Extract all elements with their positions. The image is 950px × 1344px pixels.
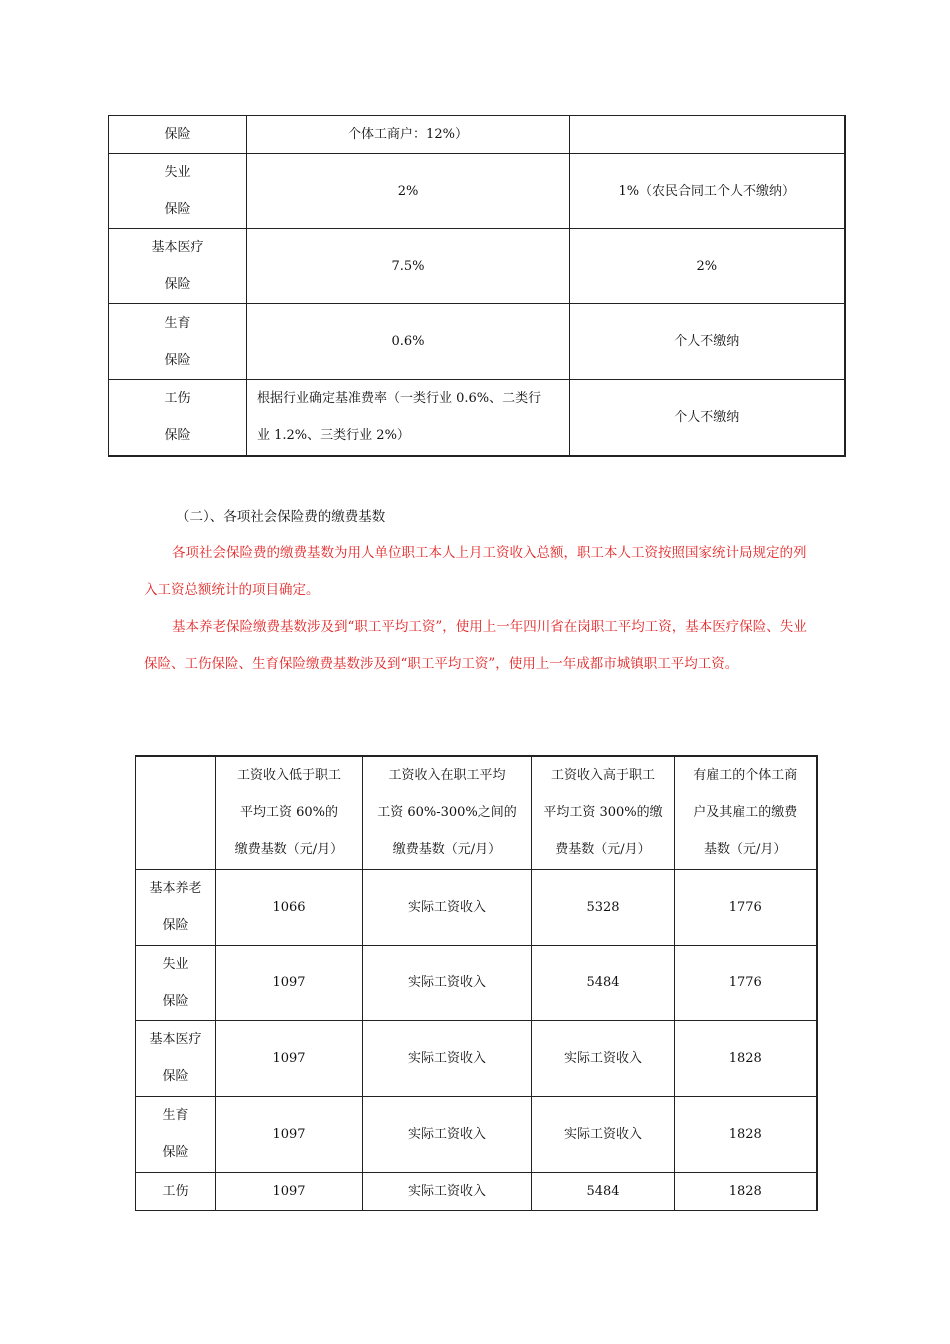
cell-text: 基本医疗 [149, 1032, 202, 1047]
table-row [136, 1020, 817, 1096]
value-cell: 实际工资收入 [363, 945, 532, 1020]
personal-rate-cell [570, 116, 845, 154]
value-cell: 1828 [675, 1172, 817, 1210]
cell-text: 失业 [162, 956, 189, 972]
cell-text: 个人不缴纳 [674, 409, 740, 425]
insurance-name-cell [109, 154, 247, 229]
header-text: 平均工资 300%的缴 [543, 805, 663, 821]
table-row [136, 1172, 817, 1210]
value-cell: 实际工资收入 [363, 1020, 532, 1096]
insurance-name-cell [136, 1020, 216, 1096]
cell-text: 失业 [164, 165, 191, 180]
personal-rate-cell [570, 154, 845, 229]
cell-text: 保险 [164, 277, 191, 292]
table-row [136, 1096, 817, 1172]
value-cell: 5328 [532, 869, 675, 945]
employer-rate-cell [247, 229, 570, 304]
cell-text: 2% [696, 258, 718, 274]
value-cell: 实际工资收入 [532, 1020, 675, 1096]
cell-text: 生育 [162, 1108, 189, 1123]
cell-text: 基本养老 [149, 881, 202, 896]
contribution-base-table [135, 755, 818, 1211]
header-text: 工资收入高于职工 [550, 768, 655, 784]
insurance-name-cell [109, 380, 247, 456]
insurance-name-cell [109, 229, 247, 304]
employer-rate-cell [247, 154, 570, 229]
cell-text: 保险 [164, 127, 191, 142]
cell-text: 工伤 [162, 1183, 189, 1199]
value-cell: 实际工资收入 [532, 1096, 675, 1172]
value-cell: 1828 [675, 1096, 817, 1172]
cell-text: 1%（农民合同工个人不缴纳） [618, 183, 796, 199]
personal-rate-cell [570, 304, 845, 380]
header-text: 工资 60%-300%之间的 [377, 805, 517, 821]
cell-text: 保险 [162, 1145, 189, 1160]
header-text: 基数（元/月） [704, 842, 787, 858]
header-cell [363, 756, 532, 869]
table-row [136, 945, 817, 1020]
header-text: 缴费基数（元/月） [392, 842, 502, 858]
header-text: 平均工资 60%的 [239, 805, 339, 821]
cell-text: 根据行业确定基准费率（一类行业 0.6%、二类行 [257, 391, 542, 407]
value-cell: 5484 [532, 945, 675, 1020]
contribution-rate-table [108, 115, 846, 457]
cell-text: 保险 [162, 993, 189, 1009]
personal-rate-cell [570, 229, 845, 304]
value-cell: 1828 [675, 1020, 817, 1096]
cell-text: 保险 [164, 202, 191, 217]
section-title: （二）、各项社会保险费的缴费基数 [176, 509, 386, 525]
employer-rate-cell [247, 380, 570, 456]
table-header-row [136, 756, 817, 869]
value-cell: 实际工资收入 [363, 869, 532, 945]
value-cell: 1097 [216, 1096, 363, 1172]
table-row [109, 380, 845, 456]
insurance-name-cell [109, 304, 247, 380]
header-cell [532, 756, 675, 869]
paragraph-average-wage: 基本养老保险缴费基数涉及到“职工平均工资”，使用上一年四川省在岗职工平均工资，基本医疗保险、失业保险、工伤保险、生育保险缴费基数涉及到“职工平均工资”，使用上一年成都市城镇职工平均工资。 [144, 619, 807, 672]
cell-text: 2% [397, 183, 419, 199]
cell-text: 个体工商户：12%） [348, 127, 468, 142]
header-cell [675, 756, 817, 869]
table-row [109, 116, 845, 154]
value-cell: 实际工资收入 [363, 1172, 532, 1210]
header-text: 户及其雇工的缴费 [693, 805, 798, 821]
table-row [136, 869, 817, 945]
employer-rate-cell [247, 304, 570, 380]
table-row [109, 229, 845, 304]
value-cell: 1776 [675, 945, 817, 1020]
header-text: 费基数（元/月） [555, 842, 651, 858]
insurance-name-cell [136, 945, 216, 1020]
cell-text: 保险 [162, 1069, 189, 1084]
cell-text: 基本医疗 [151, 240, 204, 255]
cell-text: 业 1.2%、三类行业 2%） [257, 428, 410, 444]
header-text: 有雇工的个体工商 [693, 768, 798, 784]
header-text: 工资收入低于职工 [236, 768, 341, 784]
cell-text: 个人不缴纳 [674, 334, 740, 349]
insurance-name-cell [136, 1172, 216, 1210]
header-text: 缴费基数（元/月） [234, 842, 344, 858]
cell-text: 保险 [162, 918, 189, 933]
cell-text: 保险 [164, 428, 191, 444]
value-cell: 5484 [532, 1172, 675, 1210]
cell-text: 工伤 [164, 391, 191, 407]
header-cell [216, 756, 363, 869]
employer-rate-cell [247, 116, 570, 154]
insurance-name-cell [136, 869, 216, 945]
personal-rate-cell [570, 380, 845, 456]
value-cell: 1097 [216, 1020, 363, 1096]
table-row [109, 304, 845, 380]
insurance-name-cell [136, 1096, 216, 1172]
value-cell: 实际工资收入 [363, 1096, 532, 1172]
header-cell-empty [136, 756, 216, 869]
cell-text: 保险 [164, 352, 191, 368]
paragraph-base-definition: 各项社会保险费的缴费基数为用人单位职工本人上月工资收入总额，职工本人工资按照国家统计局规定的列入工资总额统计的项目确定。 [144, 545, 807, 598]
cell-text: 7.5% [391, 258, 425, 274]
header-text: 工资收入在职工平均 [388, 768, 506, 784]
value-cell: 1097 [216, 945, 363, 1020]
cell-text: 生育 [164, 315, 191, 331]
cell-text: 0.6% [391, 334, 425, 349]
insurance-name-cell [109, 116, 247, 154]
value-cell: 1776 [675, 869, 817, 945]
value-cell: 1066 [216, 869, 363, 945]
value-cell: 1097 [216, 1172, 363, 1210]
table-row [109, 154, 845, 229]
